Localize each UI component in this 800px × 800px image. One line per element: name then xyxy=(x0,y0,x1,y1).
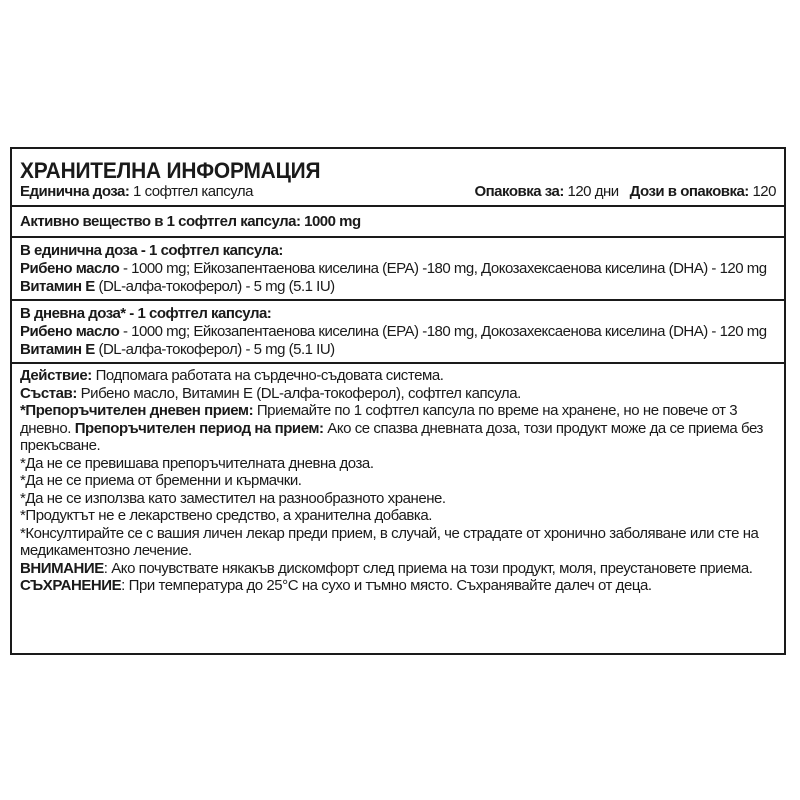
serving-label: Единична доза: xyxy=(20,183,130,200)
recommended-period-value: Ако се спазва дневната доза, този продукт може да се приема без прекъсване. xyxy=(20,419,763,454)
action-text xyxy=(20,367,776,385)
nutrition-label xyxy=(10,147,786,655)
daily-dose-section xyxy=(20,301,776,362)
single-dose-section xyxy=(20,238,776,299)
daily-dose-heading: В дневна доза* - 1 софтгел капсула: xyxy=(20,305,272,322)
warning-item: *Да не се приема от бременни и кърмачки. xyxy=(20,472,302,489)
recommended-period-label: Препоръчителен период на прием: xyxy=(74,419,324,437)
attention-storage-text xyxy=(20,560,776,595)
attention-value: : Ако почувствате някакъв дискомфорт след приема на този продукт, моля, преустановете приема. xyxy=(103,559,753,577)
vitamin-e-value: (DL-алфа-токоферол) - 5 mg (5.1 IU) xyxy=(94,341,335,358)
warning-item: *Продуктът не е лекарствено средство, а хранителна добавка. xyxy=(20,507,432,524)
single-dose-fish-oil xyxy=(20,260,776,278)
package-value: 120 дни xyxy=(563,183,619,200)
attention-label: ВНИМАНИЕ xyxy=(20,559,104,577)
daily-dose-vitamin-e xyxy=(20,341,776,359)
vitamin-e-value: (DL-алфа-токоферол) - 5 mg (5.1 IU) xyxy=(94,278,335,295)
label-title: ХРАНИТЕЛНА ИНФОРМАЦИЯ xyxy=(20,158,321,183)
composition-label: Състав: xyxy=(20,384,77,402)
doses-value: 120 xyxy=(748,183,776,200)
warning-item: *Да не се превишава препоръчителната дневна доза. xyxy=(20,454,374,472)
daily-dose-fish-oil xyxy=(20,323,776,341)
fish-oil-value: - 1000 mg; Ейкозапентаенова киселина (EPA) -180 mg, Докозахексаенова киселина (DHA) - 120 mg xyxy=(119,260,767,277)
active-substance: Активно вещество в 1 софтгел капсула: 1000 mg xyxy=(20,213,361,230)
composition-value: Рибено масло, Витамин Е (DL-алфа-токоферол), софтгел капсула. xyxy=(76,384,521,402)
action-label: Действие: xyxy=(20,367,92,384)
action-value: Подпомага работата на сърдечно-съдовата система. xyxy=(91,367,444,384)
single-dose-vitamin-e xyxy=(20,278,776,296)
package-label: Опаковка за: xyxy=(474,183,564,200)
recommendation-text xyxy=(20,402,776,455)
composition-text xyxy=(20,385,776,403)
warning-item: *Консултирайте се с вашия личен лекар преди прием, в случай, че страдате от хронично заболяване или сте на медикаментозно лечение. xyxy=(20,524,759,559)
storage-value: : При температура до 25°С на сухо и тъмно място. Съхранявайте далеч от деца. xyxy=(121,577,652,594)
vitamin-e-label: Витамин Е xyxy=(20,341,95,358)
fish-oil-label: Рибено масло xyxy=(20,260,120,277)
package-info xyxy=(474,183,776,201)
info-section xyxy=(20,364,776,595)
single-dose-heading: В единична доза - 1 софтгел капсула: xyxy=(20,242,283,259)
warning-item: *Да не се използва като заместител на разнообразното хранене. xyxy=(20,489,446,507)
storage-label: СЪХРАНЕНИЕ xyxy=(20,577,122,594)
recommended-intake-label: *Препоръчителен дневен прием: xyxy=(20,402,254,419)
fish-oil-label: Рибено масло xyxy=(20,323,120,340)
header-row xyxy=(20,183,776,201)
recommended-intake-value: Приемайте по 1 софтгел капсула по време на хранене, но не повече от 3 дневно. xyxy=(20,402,738,437)
fish-oil-value: - 1000 mg; Ейкозапентаенова киселина (EPA) -180 mg, Докозахексаенова киселина (DHA) - 120 mg xyxy=(119,323,767,340)
doses-label: Дози в опаковка: xyxy=(629,183,749,200)
serving-size xyxy=(20,183,253,201)
vitamin-e-label: Витамин Е xyxy=(20,278,95,295)
serving-value: 1 софтгел капсула xyxy=(129,183,253,200)
